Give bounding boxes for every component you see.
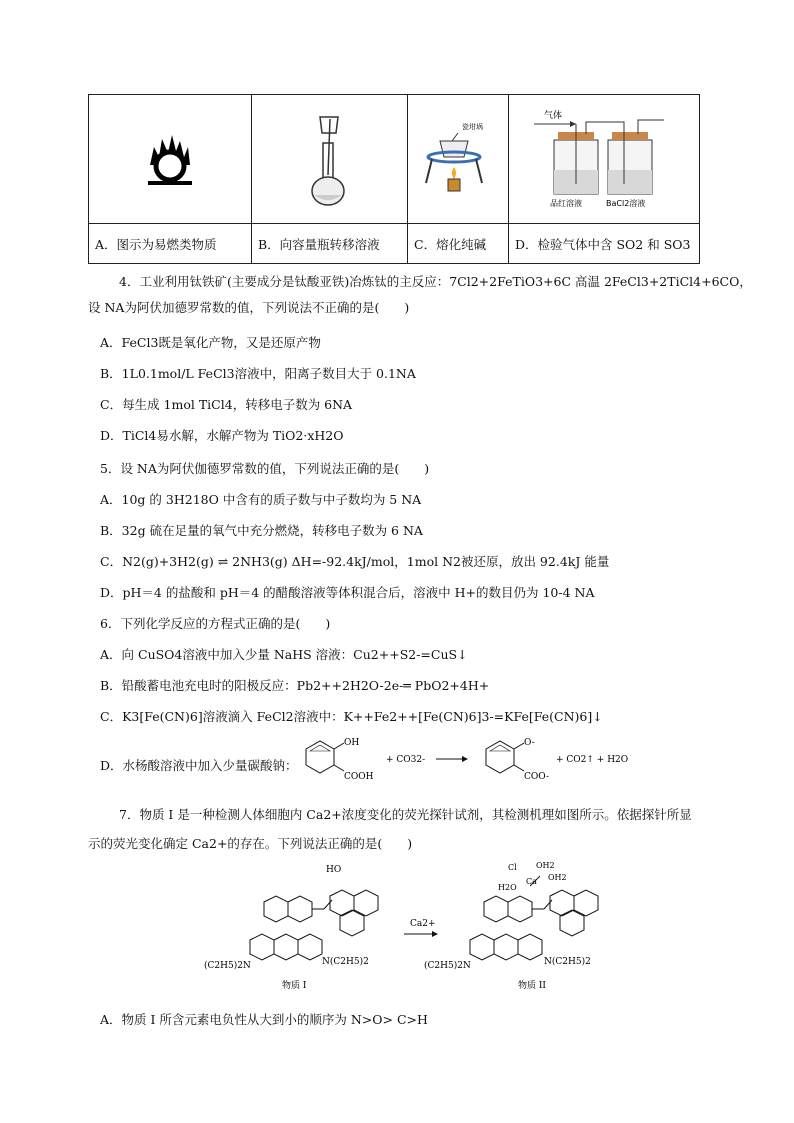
- salicylic-acid-equation: [286, 735, 629, 787]
- q6-option-c: C．K3[Fe(CN)6]溶液滴入 FeCl2溶液中：K++Fe2++[Fe(CN)6]3-=KFe[Fe(CN)6]↓: [100, 709, 603, 724]
- product-o: O-: [524, 738, 535, 748]
- reactant-oh: OH: [344, 738, 360, 748]
- q5-option-c: C．N2(g)+3H2(g) ⇌ 2NH3(g) ΔH=-92.4kJ/mol，1mol N2被还原，放出 92.4kJ 能量: [100, 554, 610, 569]
- caption-d: D．检验气体中含 SO2 和 SO3: [509, 223, 699, 264]
- q5-stem: 5．设 NA为阿伏伽德罗常数的值，下列说法正确的是( ): [100, 461, 430, 476]
- volumetric-flask-icon: [290, 109, 370, 209]
- caption-a: A．图示为易燃类物质: [89, 223, 251, 264]
- apparatus-table: [88, 94, 700, 264]
- q6-option-a: A．向 CuSO4溶液中加入少量 NaHS 溶液：Cu2++S2-=CuS↓: [100, 647, 468, 662]
- q7-stem-1: 7．物质 I 是一种检测人体细胞内 Ca2+浓度变化的荧光探针试剂，其检测机理如图所示。依据探针所显: [119, 807, 692, 822]
- q5-option-d: D．pH＝4 的盐酸和 pH＝4 的醋酸溶液等体积混合后，溶液中 H+的数目仍为 10-4 NA: [100, 585, 595, 600]
- flammable-hazard-icon: [142, 129, 198, 189]
- caption-b: B．向容量瓶转移溶液: [252, 223, 407, 264]
- crucible-tripod-icon: [412, 117, 504, 201]
- label-amine-left-2: (C2H5)2N: [424, 961, 471, 971]
- label-ca-oh2-b: OH2: [548, 873, 567, 882]
- label-amine-right-1: N(C2H5)2: [322, 957, 369, 967]
- co3-reactant: + CO32-: [386, 755, 426, 765]
- label-ho: HO: [326, 865, 342, 875]
- cell-a: [89, 95, 252, 263]
- q4-stem-2: 设 NA为阿伏加德罗常数的值，下列说法不正确的是( ): [88, 300, 410, 315]
- label-substance-1: 物质 I: [282, 981, 307, 991]
- products-text: + CO2↑ + H2O: [556, 755, 629, 765]
- q6-option-d: D．水杨酸溶液中加入少量碳酸钠：: [100, 758, 298, 773]
- bottle1-label: 品红溶液: [550, 199, 582, 208]
- bottle2-label: BaCl2溶液: [606, 199, 646, 208]
- q6-stem: 6．下列化学反应的方程式正确的是( ): [100, 616, 331, 631]
- gas-washing-bottles-icon: [514, 104, 694, 214]
- q4-option-c: C．每生成 1mol TiCl4，转移电子数为 6NA: [100, 397, 353, 412]
- q6-option-b: B．铅酸蓄电池充电时的阳极反应：Pb2++2H2O-2e-═ PbO2+4H+: [100, 678, 490, 693]
- label-amine-left-1: (C2H5)2N: [204, 961, 251, 971]
- label-substance-2: 物质 II: [518, 981, 546, 991]
- label-ca-h2o: H2O: [498, 883, 517, 892]
- cell-c: [408, 95, 509, 263]
- probe-reaction-figure: [200, 856, 640, 996]
- q4-option-b: B．1L0.1mol/L FeCl3溶液中，阳离子数目大于 0.1NA: [100, 366, 416, 381]
- q7-stem-2: 示的荧光变化确定 Ca2+的存在。下列说法正确的是( ): [88, 836, 413, 851]
- cell-b: [252, 95, 408, 263]
- label-ca: Ca: [526, 877, 537, 886]
- crucible-label: 瓷坩埚: [462, 123, 483, 131]
- q7-option-a: A．物质 I 所含元素电负性从大到小的顺序为 N>O> C>H: [100, 1012, 428, 1027]
- q5-option-a: A．10g 的 3H218O 中含有的质子数与中子数均为 5 NA: [100, 492, 422, 507]
- label-amine-right-2: N(C2H5)2: [544, 957, 591, 967]
- product-coo: COO-: [524, 772, 550, 782]
- label-ca-oh2-a: OH2: [536, 861, 555, 870]
- caption-c: C．熔化纯碱: [408, 223, 508, 264]
- q5-option-b: B．32g 硫在足量的氧气中充分燃烧，转移电子数为 6 NA: [100, 523, 423, 538]
- q4-option-a: A．FeCl3既是氧化产物，又是还原产物: [100, 335, 321, 350]
- reactant-cooh: COOH: [344, 772, 374, 782]
- label-ca-cl: Cl: [508, 863, 517, 872]
- gas-label: 气体: [544, 111, 563, 121]
- q4-option-d: D．TiCl4易水解，水解产物为 TiO2·xH2O: [100, 428, 344, 443]
- cell-d: [509, 95, 699, 263]
- label-ca-reagent: Ca2+: [410, 919, 436, 929]
- q4-stem-1: 4．工业利用钛铁矿(主要成分是钛酸亚铁)冶炼钛的主反应：7Cl2+2FeTiO3+6C 高温 2FeCl3+2TiCl4+6CO，: [119, 274, 752, 289]
